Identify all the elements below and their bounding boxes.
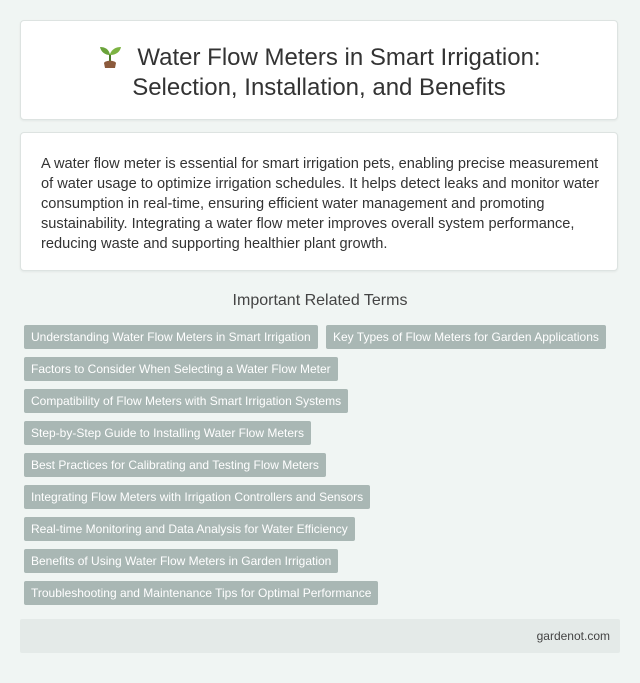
title-line-1: Water Flow Meters in Smart Irrigation: [137,44,541,71]
page-title [21,43,617,103]
sprout-icon [97,43,123,69]
related-term-tag[interactable]: Key Types of Flow Meters for Garden Applications [326,325,606,349]
related-term-tag[interactable]: Troubleshooting and Maintenance Tips for Optimal Performance [24,581,378,605]
related-term-tag[interactable]: Step-by-Step Guide to Installing Water Flow Meters [24,421,311,445]
related-terms-heading: Important Related Terms [232,292,408,309]
related-term-tag[interactable]: Understanding Water Flow Meters in Smart Irrigation [24,325,318,349]
footer-site-link[interactable]: gardenot.com [536,629,610,643]
related-term-tag[interactable]: Compatibility of Flow Meters with Smart Irrigation Systems [24,389,348,413]
intro-card [20,132,618,271]
intro-text: A water flow meter is essential for smart irrigation pets, enabling precise measurement of water usage to optimize irrigation schedules. It helps detect leaks and monitor water consumption in real-time, ensuring efficient water management and promoting sustainability. Integrating a water flow meter improves overall system performance, reducing waste and supporting healthier plant growth. [41,156,600,252]
footer [20,619,620,653]
title-card [20,20,618,120]
related-term-tag[interactable]: Factors to Consider When Selecting a Water Flow Meter [24,357,338,381]
related-term-tag[interactable]: Integrating Flow Meters with Irrigation Controllers and Sensors [24,485,370,509]
related-term-tag[interactable]: Real-time Monitoring and Data Analysis for Water Efficiency [24,517,355,541]
related-term-tag[interactable]: Benefits of Using Water Flow Meters in Garden Irrigation [24,549,338,573]
related-term-tag[interactable]: Best Practices for Calibrating and Testing Flow Meters [24,453,326,477]
title-line-2: Selection, Installation, and Benefits [132,74,506,101]
